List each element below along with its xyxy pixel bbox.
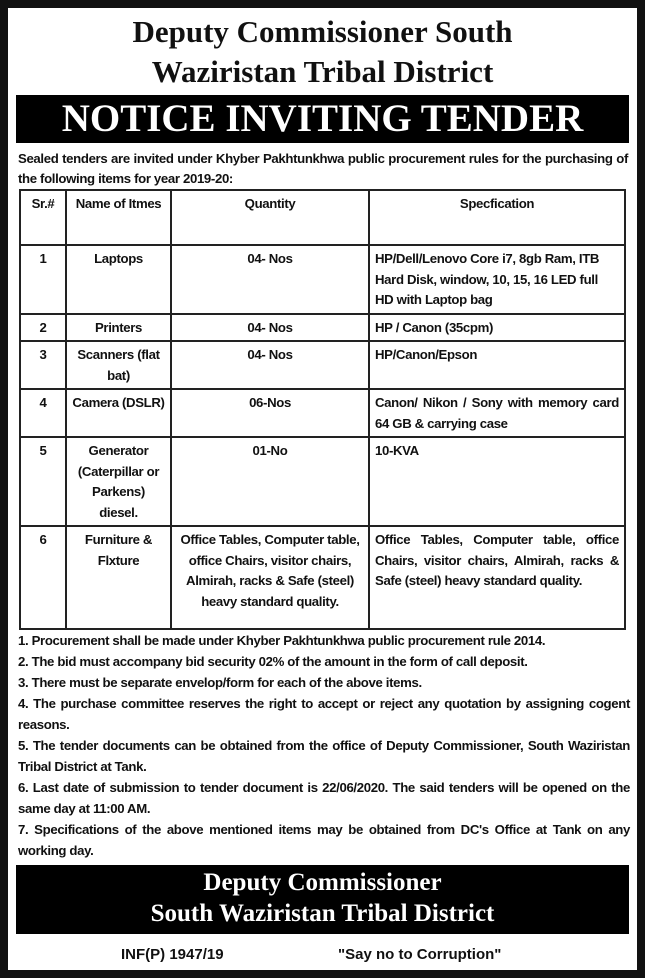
cell-item: Furniture & Flxture	[66, 526, 171, 629]
cell-sr: 3	[20, 341, 66, 389]
term-item: 7. Specifications of the above mentioned items may be obtained from DC's Office at Tank on any working day.	[18, 822, 630, 858]
cell-item: Generator (Caterpillar or Parkens) diesel.	[66, 437, 171, 526]
table-header-row	[20, 190, 625, 245]
header-cell: Name of Itmes	[66, 190, 171, 245]
cell-qty: 04- Nos	[171, 314, 369, 342]
footer-row	[8, 934, 637, 970]
cell-spec: HP/Canon/Epson	[369, 341, 625, 389]
table-row	[20, 245, 625, 314]
cell-sr: 4	[20, 389, 66, 437]
term-item: 3. There must be separate envelop/form for each of the above items.	[18, 675, 422, 690]
table-row	[20, 341, 625, 389]
cell-spec: HP/Dell/Lenovo Core i7, 8gb Ram, ITB Hard Disk, window, 10, 15, 16 LED full HD with Laptop bag	[369, 245, 625, 314]
cell-spec: HP / Canon (35cpm)	[369, 314, 625, 342]
cell-qty: 01-No	[171, 437, 369, 526]
cell-item: Camera (DSLR)	[66, 389, 171, 437]
slogan: "Say no to Corruption"	[338, 946, 502, 963]
cell-qty: Office Tables, Computer table, office Chairs, visitor chairs, Almirah, racks & Safe (steel) heavy standard quality.	[171, 526, 369, 629]
signatory-banner	[16, 865, 629, 934]
cell-item: Scanners (flat bat)	[66, 341, 171, 389]
term-item: 5. The tender documents can be obtained from the office of Deputy Commissioner, South Waziristan Tribal District at Tank.	[18, 738, 630, 774]
signatory-line-1: Deputy Commissioner	[203, 869, 442, 896]
header-cell: Quantity	[171, 190, 369, 245]
signatory-line-2: South Waziristan Tribal District	[150, 900, 495, 927]
cell-item: Printers	[66, 314, 171, 342]
table-row	[20, 437, 625, 526]
cell-item: Laptops	[66, 245, 171, 314]
cell-sr: 2	[20, 314, 66, 342]
header-line-1: Deputy Commissioner South	[132, 14, 513, 49]
cell-sr: 1	[20, 245, 66, 314]
tender-items-table	[19, 189, 626, 630]
cell-qty: 04- Nos	[171, 341, 369, 389]
term-item: 6. Last date of submission to tender document is 22/06/2020. The said tenders will be opened on the same day at 11:00 AM.	[18, 780, 630, 816]
cell-qty: 06-Nos	[171, 389, 369, 437]
table-row	[20, 526, 625, 629]
header-cell: Specfication	[369, 190, 625, 245]
header-line-2: Waziristan Tribal District	[151, 54, 494, 89]
term-item: 1. Procurement shall be made under Khyber Pakhtunkhwa public procurement rule 2014.	[18, 633, 546, 648]
header-cell: Sr.#	[20, 190, 66, 245]
term-item: 2. The bid must accompany bid security 02% of the amount in the form of call deposit.	[18, 654, 528, 669]
intro-text: Sealed tenders are invited under Khyber Pakhtunkhwa public procurement rules for the purchasing of the following items for year 2019-20:	[18, 151, 628, 186]
terms-list	[18, 630, 630, 861]
cell-sr: 5	[20, 437, 66, 526]
reference-number: INF(P) 1947/19	[121, 946, 224, 963]
cell-spec: Office Tables, Computer table, office Chairs, visitor chairs, Almirah, racks & Safe (steel) heavy standard quality.	[369, 526, 625, 629]
cell-sr: 6	[20, 526, 66, 629]
notice-banner: NOTICE INVITING TENDER	[16, 95, 629, 143]
cell-qty: 04- Nos	[171, 245, 369, 314]
cell-spec: 10-KVA	[369, 437, 625, 526]
table-row	[20, 389, 625, 437]
table-row	[20, 314, 625, 342]
cell-spec: Canon/ Nikon / Sony with memory card 64 GB & carrying case	[369, 389, 625, 437]
term-item: 4. The purchase committee reserves the right to accept or reject any quotation by assigning cogent reasons.	[18, 696, 630, 732]
